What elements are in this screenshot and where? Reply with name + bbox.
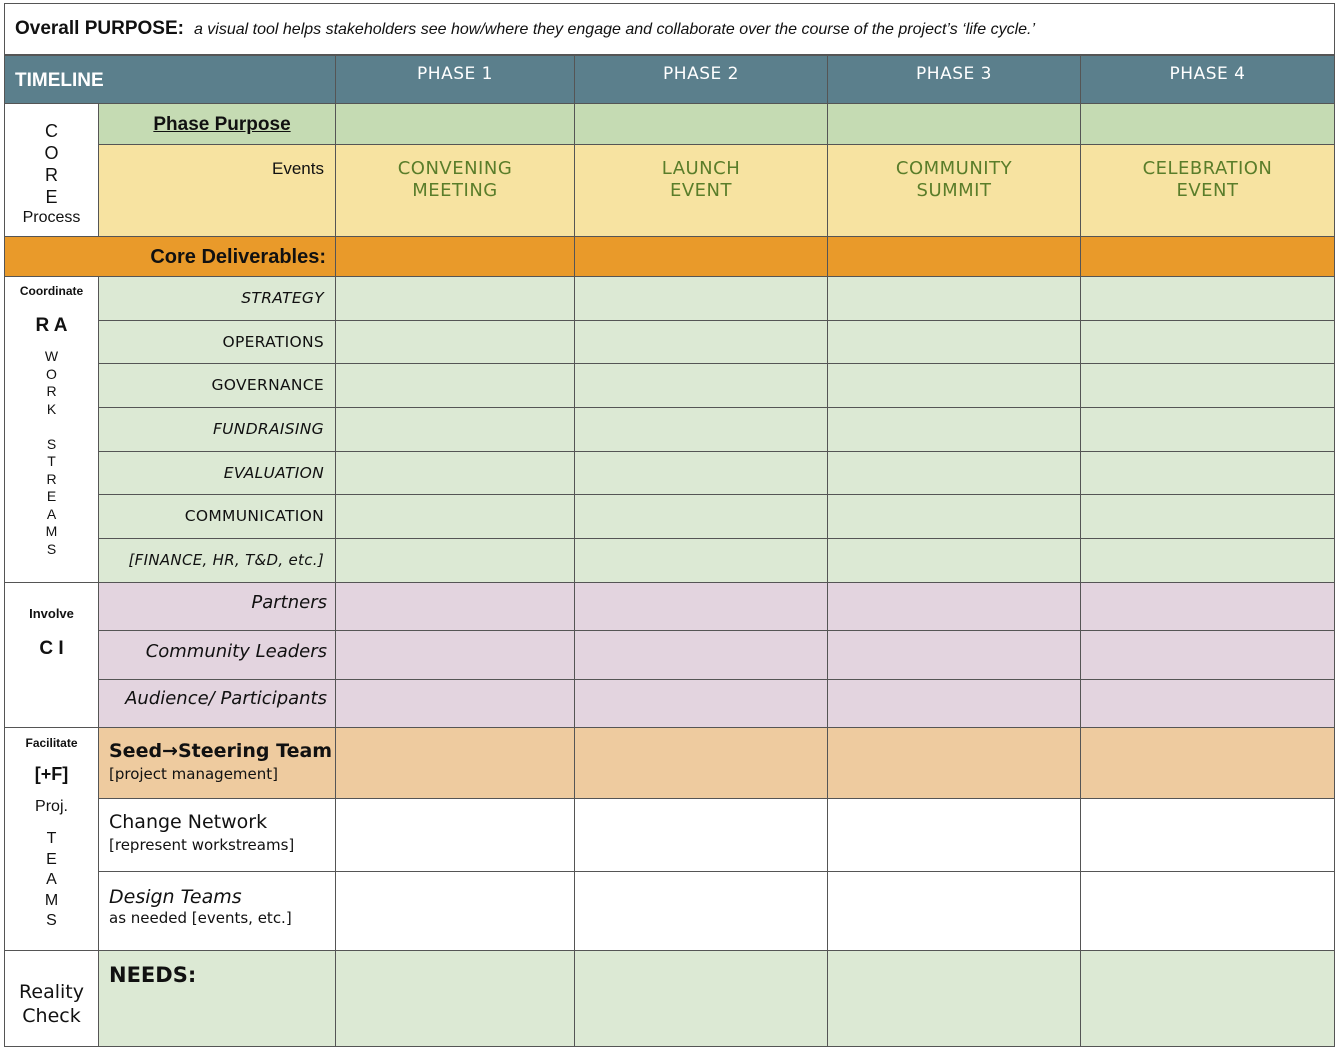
event-line: CELEBRATION	[1142, 158, 1273, 179]
involve-cell[interactable]	[827, 582, 1081, 631]
workstream-cell[interactable]	[827, 320, 1081, 364]
workstream-cell[interactable]	[574, 320, 828, 364]
team-cell[interactable]	[1080, 727, 1335, 799]
teams-letter: A	[46, 871, 57, 888]
ci-label: C I	[39, 638, 64, 659]
workstream-cell[interactable]	[1080, 494, 1335, 539]
purpose-bar	[4, 3, 1335, 55]
team-label-change-network	[98, 798, 336, 872]
team-cell[interactable]	[827, 871, 1081, 951]
involve-cell[interactable]	[827, 679, 1081, 728]
workstream-cell[interactable]	[1080, 320, 1335, 364]
core-process-label	[4, 103, 99, 237]
core-letter: E	[45, 187, 58, 207]
involve-cell[interactable]	[1080, 630, 1335, 680]
workstreams-letter: K	[46, 400, 57, 417]
teams-side-label	[4, 727, 99, 951]
workstream-cell[interactable]	[335, 494, 575, 539]
phase-purpose-cell[interactable]	[335, 103, 575, 145]
workstream-cell[interactable]	[1080, 407, 1335, 452]
workstreams-letter-gap	[5, 418, 98, 436]
events-label: Events	[98, 144, 336, 237]
team-cell[interactable]	[1080, 871, 1335, 951]
purpose-text: a visual tool helps stakeholders see how/where they engage and collaborate over the course of the project’s ‘life cycle.’	[193, 21, 1036, 38]
involve-cell[interactable]	[335, 582, 575, 631]
workstream-cell[interactable]	[335, 363, 575, 408]
team-cell[interactable]	[335, 871, 575, 951]
event-line: LAUNCH	[661, 158, 741, 179]
phase-2-header: PHASE 2	[574, 55, 828, 104]
workstreams-side-label	[4, 276, 99, 583]
workstream-label: COMMUNICATION	[98, 494, 336, 539]
event-line: EVENT	[669, 180, 733, 201]
workstreams-letter: R	[46, 470, 57, 487]
workstream-cell[interactable]	[335, 276, 575, 321]
workstream-cell[interactable]	[827, 494, 1081, 539]
workstream-cell[interactable]	[1080, 538, 1335, 583]
event-cell-3[interactable]	[827, 144, 1081, 237]
core-process-word: Process	[22, 209, 81, 226]
workstreams-letter: E	[46, 488, 57, 504]
facilitate-label: Facilitate	[25, 736, 78, 750]
workstreams-letter: M	[45, 523, 58, 539]
workstream-cell[interactable]	[1080, 363, 1335, 408]
workstream-cell[interactable]	[335, 407, 575, 452]
workstream-cell[interactable]	[1080, 451, 1335, 495]
workstream-cell[interactable]	[574, 538, 828, 583]
team-subtitle: [project management]	[109, 765, 279, 783]
team-cell[interactable]	[574, 798, 828, 872]
core-letter: C	[45, 121, 58, 141]
core-deliverables-label: Core Deliverables:	[4, 236, 336, 277]
involve-cell[interactable]	[574, 630, 828, 680]
involve-cell[interactable]	[335, 630, 575, 680]
involve-cell[interactable]	[574, 679, 828, 728]
involve-cell[interactable]	[335, 679, 575, 728]
event-cell-1[interactable]	[335, 144, 575, 237]
phase-purpose-cell[interactable]	[827, 103, 1081, 145]
reality-line: Check	[22, 1005, 81, 1027]
involve-cell[interactable]	[827, 630, 1081, 680]
workstream-cell[interactable]	[574, 363, 828, 408]
purpose-label: Overall PURPOSE:	[15, 18, 184, 39]
phase-1-header: PHASE 1	[335, 55, 575, 104]
workstream-label: GOVERNANCE	[98, 363, 336, 408]
event-cell-2[interactable]	[574, 144, 828, 237]
team-title: Change Network	[109, 811, 268, 833]
workstreams-letter: R	[46, 383, 57, 399]
involve-cell[interactable]	[1080, 679, 1335, 728]
workstream-label: FUNDRAISING	[98, 407, 336, 452]
team-cell[interactable]	[574, 871, 828, 951]
reality-line: Reality	[19, 981, 84, 1003]
phase-purpose-cell[interactable]	[574, 103, 828, 145]
involve-side-label	[4, 582, 99, 728]
event-cell-4[interactable]	[1080, 144, 1335, 237]
workstreams-letter: S	[46, 435, 57, 452]
involve-label-partners: Partners	[98, 582, 336, 631]
team-label-design-teams	[98, 871, 336, 951]
needs-cell[interactable]	[335, 950, 575, 1047]
deliverables-cell[interactable]	[335, 236, 575, 277]
timeline-header: TIMELINE	[4, 55, 336, 104]
event-line: CONVENING	[397, 158, 513, 179]
team-cell[interactable]	[335, 798, 575, 872]
workstreams-letter: A	[46, 505, 57, 522]
plus-f-label: [+F]	[34, 764, 69, 784]
teams-letter: M	[44, 891, 59, 909]
workstream-cell[interactable]	[1080, 276, 1335, 321]
core-letter: R	[45, 165, 58, 185]
workstream-label: [FINANCE, HR, T&D, etc.]	[98, 538, 336, 583]
workstream-cell[interactable]	[335, 451, 575, 495]
team-cell[interactable]	[574, 727, 828, 799]
involve-label-audience: Audience/ Participants	[98, 679, 336, 728]
workstream-label: STRATEGY	[98, 276, 336, 321]
workstream-cell[interactable]	[574, 276, 828, 321]
workstreams-letter: O	[46, 365, 57, 382]
workstream-cell[interactable]	[335, 320, 575, 364]
teams-letter: E	[46, 850, 57, 868]
event-line: EVENT	[1176, 180, 1239, 201]
team-cell[interactable]	[827, 798, 1081, 872]
core-letter: O	[44, 143, 59, 163]
ra-label: R A	[35, 315, 68, 336]
team-cell[interactable]	[827, 727, 1081, 799]
teams-letter: S	[46, 912, 57, 929]
team-title: Seed→Steering Team	[109, 740, 333, 762]
workstream-label: OPERATIONS	[98, 320, 336, 364]
coordinate-label: Coordinate	[19, 284, 84, 298]
event-line: MEETING	[412, 180, 498, 201]
team-subtitle: as needed [events, etc.]	[109, 909, 292, 927]
phase-purpose-cell[interactable]	[1080, 103, 1335, 145]
workstream-cell[interactable]	[827, 407, 1081, 452]
workstream-cell[interactable]	[574, 451, 828, 495]
workstreams-letter: T	[47, 453, 56, 469]
workstream-cell[interactable]	[574, 494, 828, 539]
workstream-cell[interactable]	[827, 363, 1081, 408]
team-cell[interactable]	[335, 727, 575, 799]
proj-label: Proj.	[35, 798, 68, 815]
needs-cell[interactable]	[1080, 950, 1335, 1047]
workstreams-letter: S	[46, 540, 57, 557]
workstream-cell[interactable]	[574, 407, 828, 452]
team-subtitle: [represent workstreams]	[109, 836, 295, 854]
phase-4-header: PHASE 4	[1080, 55, 1335, 104]
needs-cell[interactable]	[827, 950, 1081, 1047]
team-cell[interactable]	[1080, 798, 1335, 872]
team-label-steering	[98, 727, 336, 799]
workstream-cell[interactable]	[827, 451, 1081, 495]
needs-label: NEEDS:	[98, 950, 336, 1047]
deliverables-cell[interactable]	[1080, 236, 1335, 277]
workstream-cell[interactable]	[827, 538, 1081, 583]
workstream-label: EVALUATION	[98, 451, 336, 495]
workstreams-letter: W	[44, 348, 59, 364]
needs-cell[interactable]	[574, 950, 828, 1047]
workstream-cell[interactable]	[827, 276, 1081, 321]
phase-purpose-label: Phase Purpose	[98, 103, 336, 145]
deliverables-cell[interactable]	[574, 236, 828, 277]
phase-3-header: PHASE 3	[827, 55, 1081, 104]
event-line: COMMUNITY	[895, 158, 1013, 179]
reality-check-label	[4, 950, 99, 1047]
teams-letter: T	[46, 830, 57, 847]
workstream-cell[interactable]	[335, 538, 575, 583]
deliverables-cell[interactable]	[827, 236, 1081, 277]
team-title: Design Teams	[109, 886, 242, 908]
event-line: SUMMIT	[916, 180, 992, 201]
involve-cell[interactable]	[1080, 582, 1335, 631]
involve-label: Involve	[29, 606, 74, 621]
involve-label-community-leaders: Community Leaders	[98, 630, 336, 680]
involve-cell[interactable]	[574, 582, 828, 631]
